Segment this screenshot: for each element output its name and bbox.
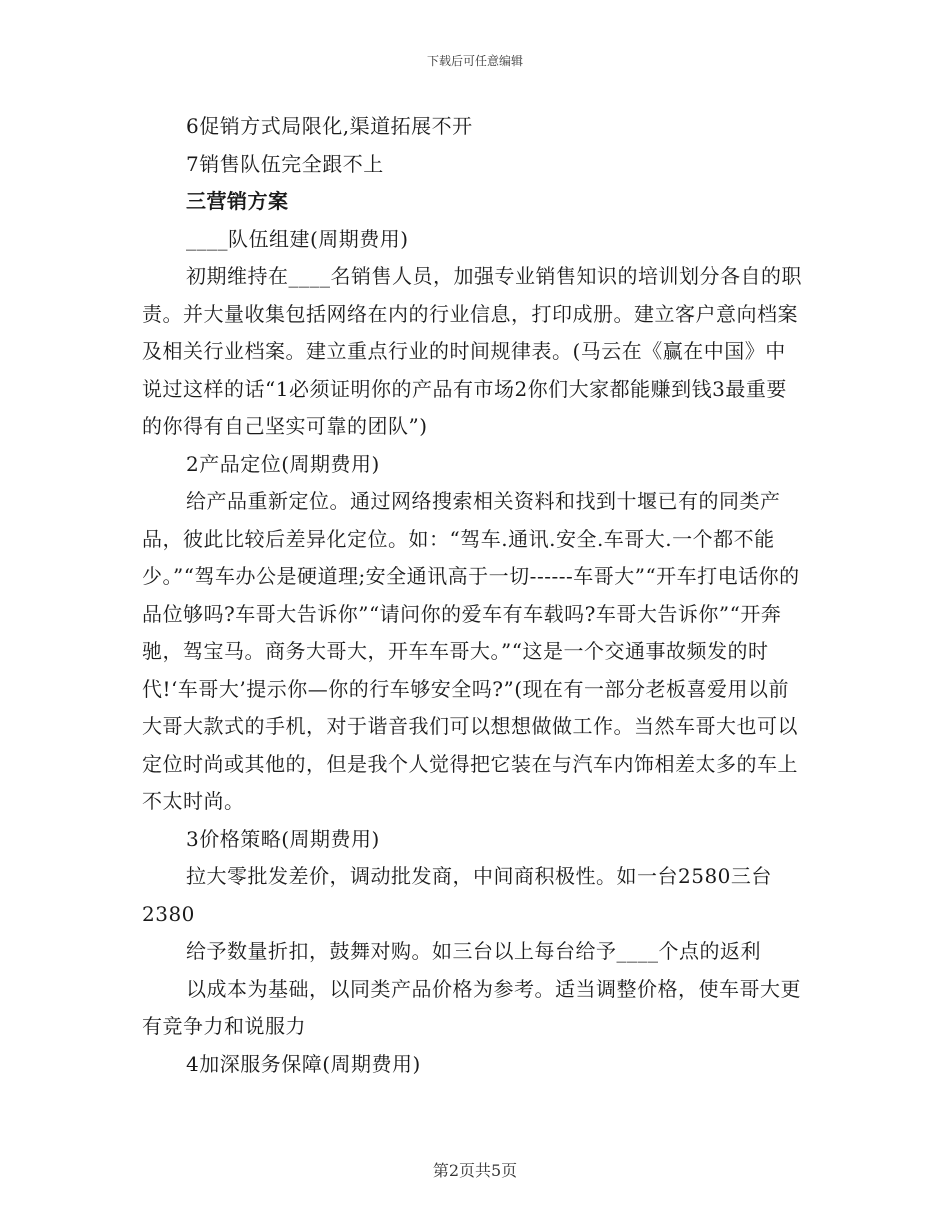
paragraph-sales-team: 7销售队伍完全跟不上 xyxy=(186,151,384,176)
paragraph-quantity-discount: 给予数量折扣，鼓舞对购。如三台以上每台给予____个点的返利 xyxy=(186,939,761,963)
paragraph-price-gap: 拉大零批发差价，调动批发商，中间商积极性。如一台2580三台2380 xyxy=(142,864,772,926)
page-footer: 第2页共5页 xyxy=(432,1161,518,1180)
paragraph-product-positioning: 给产品重新定位。通过网络搜索相关资料和找到十堰已有的同类产品，彼此比较后差异化定位。如：“驾车.通讯.安全.车哥大.一个都不能少。”“驾车办公是硬道理;安全通讯高于一切------车哥大”“开车打电话你的品位够吗?车哥大告诉你”“请问你的爱车有车载吗?车哥大告诉你”“开奔驰，驾宝马。商务大哥大，开车车哥大。”“这是一个交通事故频发的时代!‘车哥大’提示你—你的行车够安全吗?”(现在有一部分老板喜爱用以前大哥大款式的手机，对于谐音我们可以想想做做工作。当然车哥大也可以定位时尚或其他的，但是我个人觉得把它装在与汽车内饰相差太多的车上不太时尚。 xyxy=(142,489,800,813)
paragraph-team-building: 初期维持在____名销售人员，加强专业销售知识的培训划分各自的职责。并大量收集包括网络在内的行业信息，打印成册。建立客户意向档案及相关行业档案。建立重点行业的时间规律表。(马云在《赢在中国》中说过这样的话“1必须证明你的产品有市场2你们大家都能赚到钱3最重要的你得有自己坚实可靠的团队”) xyxy=(142,264,802,438)
page-header: 下载后可任意编辑 xyxy=(426,54,523,68)
section-heading-marketing-plan: 三营销方案 xyxy=(186,189,289,213)
paragraph-cost-based-pricing: 以成本为基础，以同类产品价格为参考。适当调整价格，使车哥大更有竞争力和说服力 xyxy=(142,976,801,1038)
subheading-service-guarantee: 4加深服务保障(周期费用) xyxy=(186,1051,421,1076)
subheading-pricing-strategy: 3价格策略(周期费用) xyxy=(186,826,380,851)
subheading-team-building: ____队伍组建(周期费用) xyxy=(186,226,409,251)
paragraph-promo-limit: 6促销方式局限化,渠道拓展不开 xyxy=(186,114,473,138)
subheading-product-positioning: 2产品定位(周期费用) xyxy=(186,451,380,476)
document-body xyxy=(142,108,802,1083)
